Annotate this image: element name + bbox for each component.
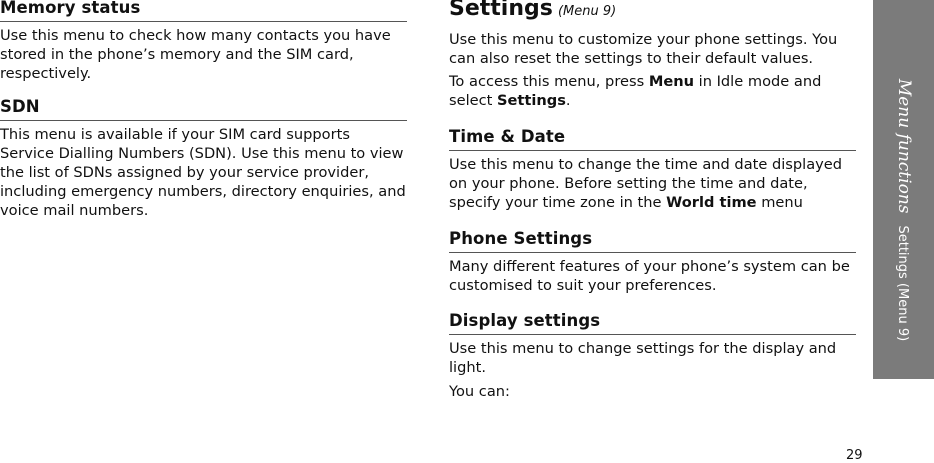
chapter-side-tab	[873, 0, 934, 379]
menu-key-label: Menu	[648, 73, 695, 90]
sdn-heading: SDN	[0, 97, 407, 121]
settings-access-instructions: To access this menu, press Menu in Idle mode and select Settings.	[449, 73, 822, 109]
phone-settings-body: Many different features of your phone’s system can be customised to suit your preferences.	[449, 258, 850, 294]
settings-intro: Use this menu to customize your phone settings. You can also reset the settings to their default values.	[449, 31, 838, 67]
phone-settings-section	[449, 229, 856, 295]
page-number: 29	[846, 448, 863, 463]
settings-title	[449, 0, 856, 24]
display-settings-heading: Display settings	[449, 311, 856, 335]
memory-status-heading: Memory status	[0, 0, 407, 22]
chapter-title: Menu functions	[893, 78, 914, 214]
display-settings-body: Use this menu to change settings for the display and light.	[449, 340, 837, 376]
time-date-body: Use this menu to change the time and date displayed on your phone. Before setting the time and date, specify your time zone in the World time menu	[449, 156, 843, 211]
chapter-side-tab-text	[894, 79, 914, 341]
settings-title-text: Settings	[449, 0, 553, 21]
settings-option-label: Settings	[497, 92, 566, 109]
sdn-body: This menu is available if your SIM card supports Service Dialling Numbers (SDN). Use this menu to view the list of SDNs assigned by your service provider, including emergency numbers, directory enquiries, and voice mail numbers.	[0, 126, 406, 219]
memory-status-section	[0, 0, 407, 83]
display-settings-section	[449, 311, 856, 401]
chapter-subtitle: Settings (Menu 9)	[894, 225, 910, 342]
time-date-heading: Time & Date	[449, 127, 856, 151]
memory-status-body: Use this menu to check how many contacts you have stored in the phone’s memory and the SIM card, respectively.	[0, 27, 391, 82]
settings-menu-ref: (Menu 9)	[557, 4, 617, 19]
phone-settings-heading: Phone Settings	[449, 229, 856, 253]
time-date-section	[449, 127, 856, 212]
display-settings-you-can: You can:	[449, 383, 510, 400]
sdn-section	[0, 97, 407, 220]
world-time-label: World time	[666, 194, 757, 211]
